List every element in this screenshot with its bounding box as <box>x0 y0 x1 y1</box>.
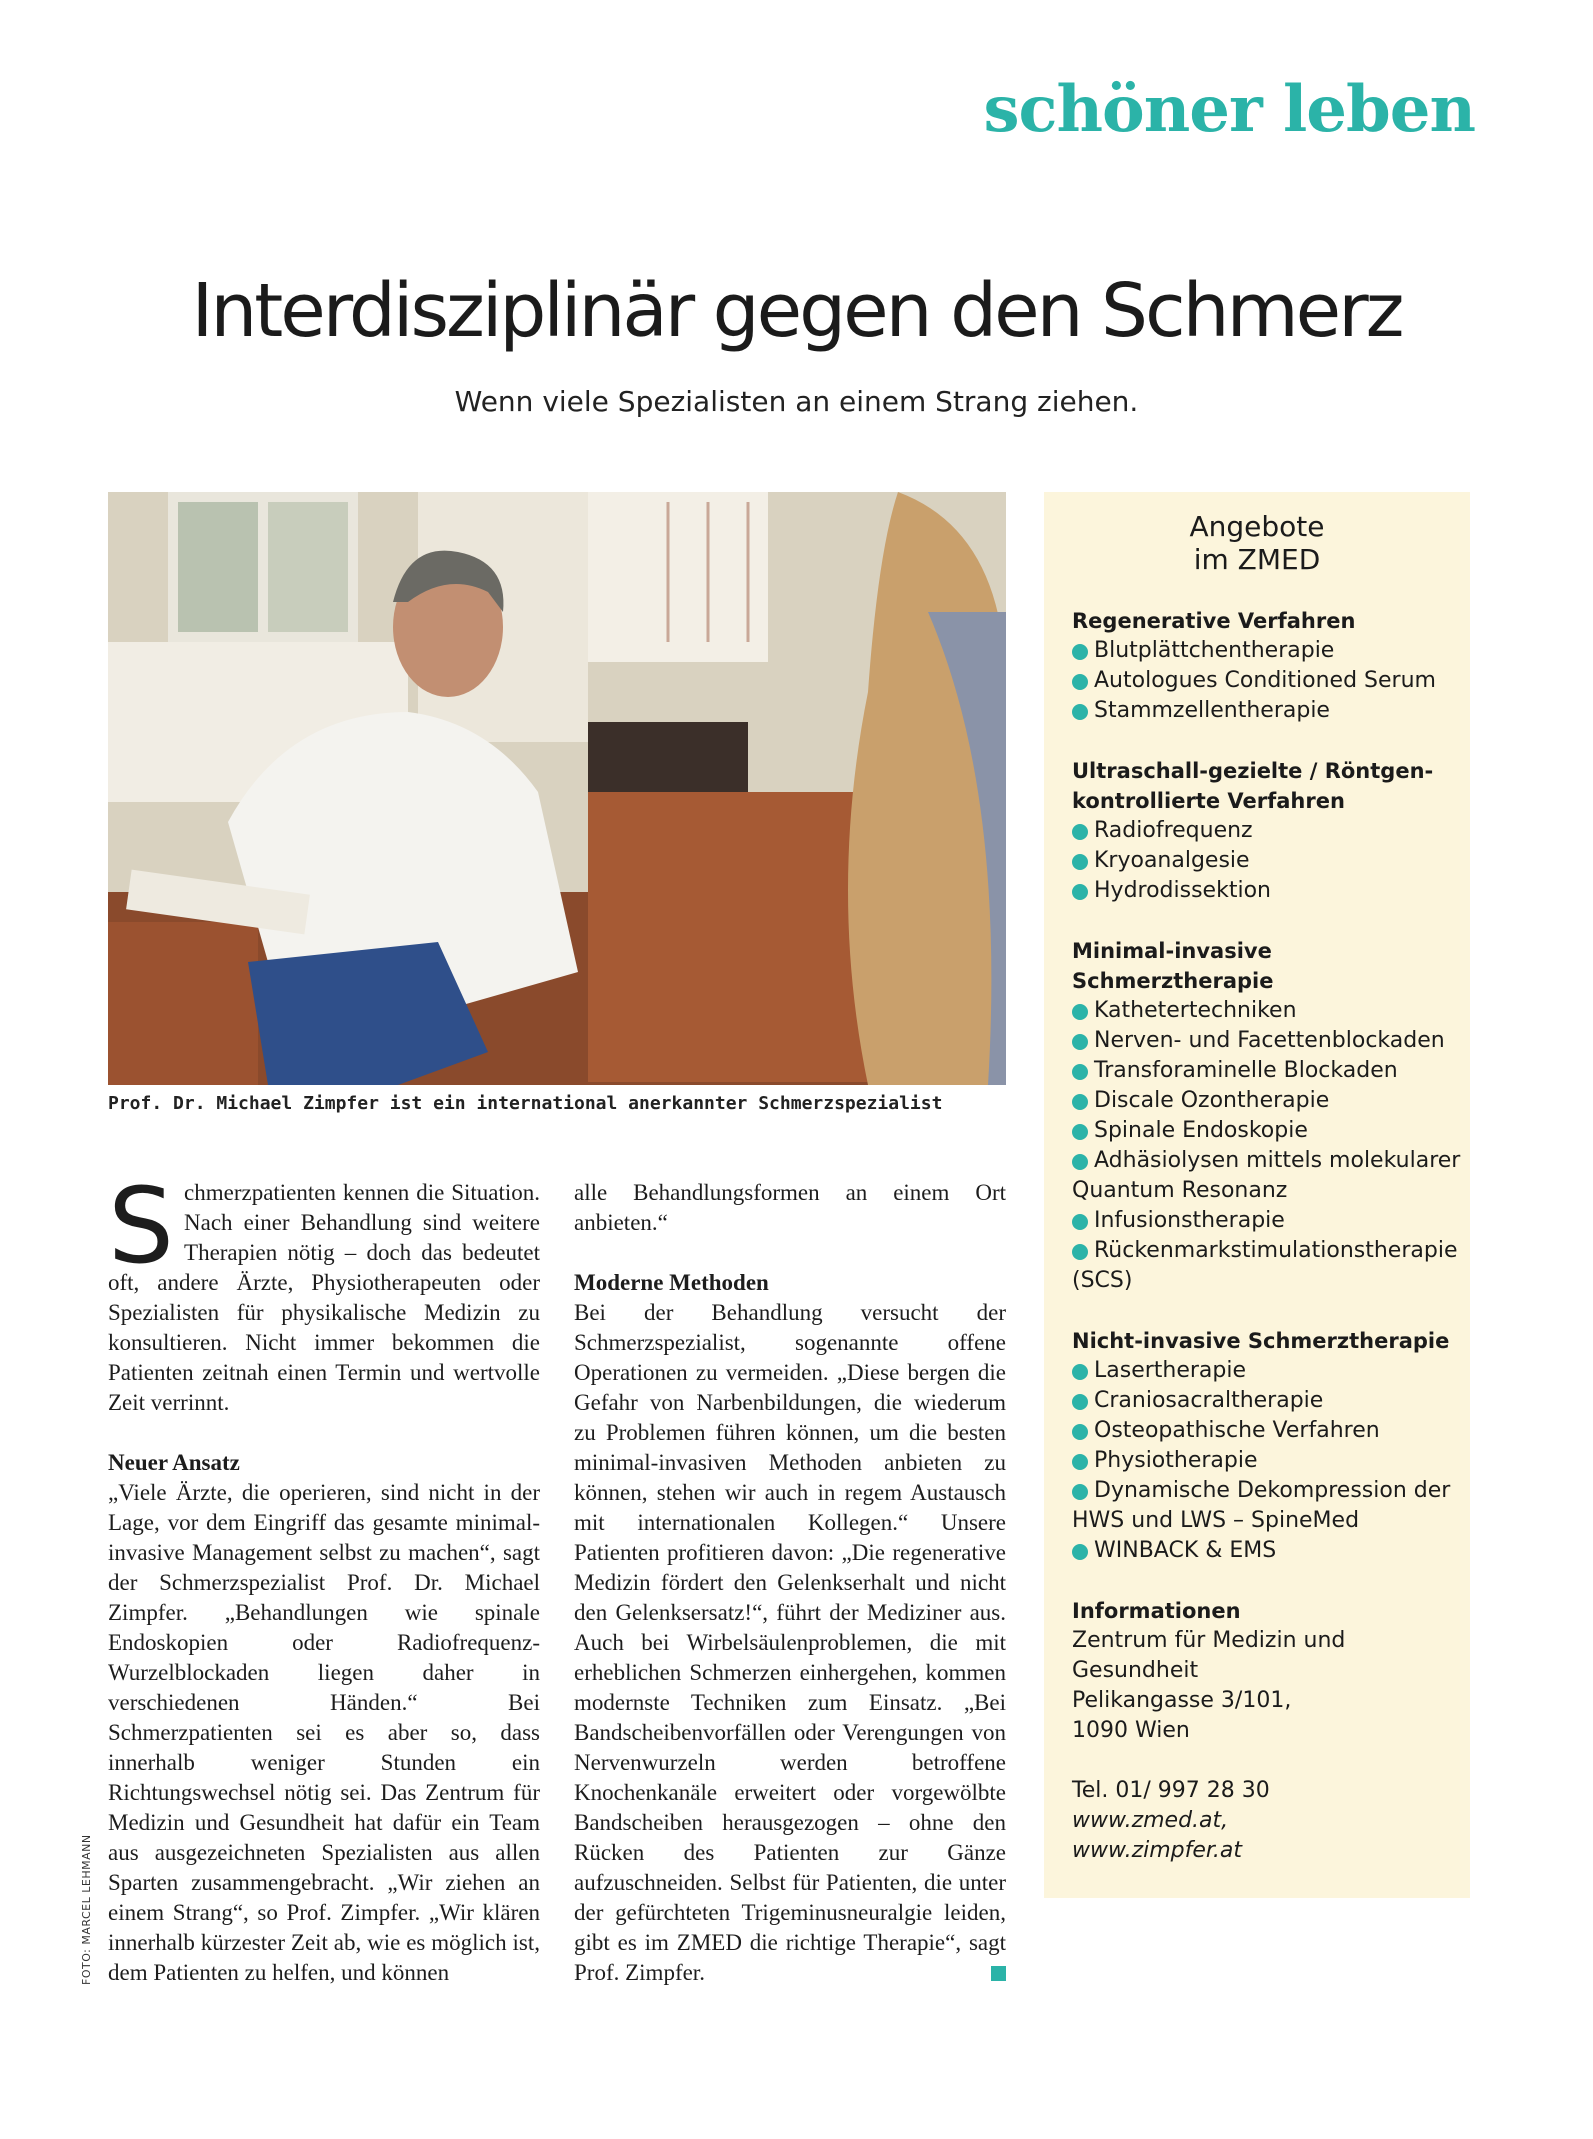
bullet-icon <box>1072 1244 1088 1260</box>
magazine-brand-logo: schöner leben <box>983 72 1475 147</box>
bullet-icon <box>1072 1454 1088 1470</box>
list-item: Blutplättchentherapie <box>1072 636 1462 666</box>
bullet-icon <box>1072 1094 1088 1110</box>
list-item: Osteopathische Verfahren <box>1072 1416 1462 1446</box>
paragraph-neuer-ansatz: „Viele Ärzte, die operieren, sind nicht in der Lage, vor dem Eingriff das gesamte minimal-invasive Management selbst zu machen“, sagt der Schmerzspezialist Prof. Dr. Michael Zimpfer. „Behandlungen wie spinale Endoskopien oder Radiofrequenz-Wurzelblockaden liegen daher in verschiedenen Händen.“ Bei Schmerzpatienten sei es aber so, dass innerhalb weniger Stunden ein Richtungswechsel nötig sei. Das Zentrum für Medizin und Gesundheit hat dafür ein Team aus ausgezeichneten Spezialisten aus allen Sparten zusammengebracht. „Wir ziehen an einem Strang“, so Prof. Zimpfer. „Wir klären innerhalb kürzester Zeit ab, wie es möglich ist, dem Patienten zu helfen, und können <box>108 1480 540 1985</box>
website-link-zmed[interactable]: www.zmed.at, <box>1072 1808 1229 1833</box>
list-item: Dynamische Dekompression der HWS und LWS – SpineMed <box>1072 1478 1451 1533</box>
list-item: WINBACK & EMS <box>1072 1536 1462 1566</box>
end-of-article-mark <box>991 1966 1006 1981</box>
bullet-icon <box>1072 1154 1088 1170</box>
intro-paragraph: Schmerzpatienten kennen die Situation. Nach einer Behandlung sind weitere Therapien nötig – doch das bedeutet oft, andere Ärzte, Physiotherapeuten oder Spezialisten für physikalische Medizin zu konsultieren. Nicht immer bekommen die Patienten zeitnah einen Termin und wertvolle Zeit verrinnt. <box>108 1165 540 1415</box>
doctor-photo-illustration <box>108 492 1006 1085</box>
sidebar-section-ultraschall: Ultraschall-gezielte / Röntgen-kontrollierte Verfahren Radiofrequenz Kryoanalgesie Hydrodissektion <box>1072 756 1462 906</box>
article-photo <box>108 492 1006 1085</box>
sidebar-title: Angebote im ZMED <box>1189 510 1325 576</box>
offers-sidebar <box>1044 492 1470 1898</box>
bullet-icon <box>1072 1544 1088 1560</box>
section-heading-neuer-ansatz: Neuer Ansatz <box>108 1450 240 1475</box>
bullet-icon <box>1072 1394 1088 1410</box>
article-column-1 <box>108 1165 540 1988</box>
article-headline: Interdisziplinär gegen den Schmerz <box>191 268 1402 354</box>
sidebar-section-minimal-invasive: Minimal-invasive Schmerztherapie Kathetertechniken Nerven- und Facettenblockaden Transforaminelle Blockaden Discale Ozontherapie Spinale Endoskopie Adhäsiolysen mittels molekularer Quantum Resonanz Infusionstherapie Rückenmarkstimulationstherapie (SCS) <box>1072 936 1462 1296</box>
bullet-icon <box>1072 1004 1088 1020</box>
bullet-icon <box>1072 1124 1088 1140</box>
article-column-2 <box>574 1178 1006 1988</box>
photo-credit: FOTO: MARCEL LEHMANN <box>80 1834 93 1985</box>
sidebar-body <box>1072 606 1462 1866</box>
website-link-zimpfer[interactable]: www.zimpfer.at <box>1072 1838 1243 1863</box>
article-subheadline: Wenn viele Spezialisten an einem Strang ziehen. <box>454 385 1139 418</box>
sidebar-section-nicht-invasive: Nicht-invasive Schmerztherapie Lasertherapie Craniosacraltherapie Osteopathische Verfahren Physiotherapie Dynamische Dekompression der HWS und LWS – SpineMed WINBACK & EMS <box>1072 1326 1462 1566</box>
list-item: Rückenmarkstimulationstherapie (SCS) <box>1072 1238 1458 1293</box>
photo-caption: Prof. Dr. Michael Zimpfer ist ein international anerkannter Schmerzspezialist <box>108 1093 943 1114</box>
list-item: Nerven- und Facettenblockaden <box>1072 1026 1462 1056</box>
list-item: Adhäsiolysen mittels molekularer Quantum Resonanz <box>1072 1148 1461 1203</box>
bullet-icon <box>1072 704 1088 720</box>
list-item: Lasertherapie <box>1072 1356 1462 1386</box>
sidebar-contact-info: Informationen Zentrum für Medizin und Gesundheit Pelikangasse 3/101, 1090 Wien Tel. 01/ 997 28 30 www.zmed.at, www.zimpfer.at <box>1072 1596 1462 1866</box>
list-item: Physiotherapie <box>1072 1446 1462 1476</box>
bullet-icon <box>1072 674 1088 690</box>
bullet-icon <box>1072 854 1088 870</box>
list-item: Spinale Endoskopie <box>1072 1116 1462 1146</box>
bullet-icon <box>1072 1364 1088 1380</box>
list-item: Radiofrequenz <box>1072 816 1462 846</box>
phone-number: Tel. 01/ 997 28 30 <box>1072 1778 1270 1803</box>
list-item: Autologues Conditioned Serum <box>1072 666 1462 696</box>
bullet-icon <box>1072 1064 1088 1080</box>
list-item: Hydrodissektion <box>1072 876 1462 906</box>
bullet-icon <box>1072 824 1088 840</box>
list-item: Stammzellentherapie <box>1072 696 1462 726</box>
list-item: Infusionstherapie <box>1072 1206 1462 1236</box>
list-item: Kryoanalgesie <box>1072 846 1462 876</box>
list-item: Transforaminelle Blockaden <box>1072 1056 1462 1086</box>
list-item: Craniosacraltherapie <box>1072 1386 1462 1416</box>
bullet-icon <box>1072 1424 1088 1440</box>
list-item: Kathetertechniken <box>1072 996 1462 1026</box>
bullet-icon <box>1072 1214 1088 1230</box>
paragraph-moderne-methoden: Bei der Behandlung versucht der Schmerzspezialist, sogenannte offene Operationen zu vermeiden. „Diese bergen die Gefahr von Narbenbildungen, die wiederum zu Problemen führen können, um die besten minimal-invasiven Methoden anbieten zu können, stehen wir auch in regem Austausch mit internationalen Kollegen.“ Unsere Patienten profitieren davon: „Die regenerative Medizin fördert den Gelenkserhalt und nicht den Gelenksersatz!“, führt der Mediziner aus. Auch bei Wirbelsäulenproblemen, die mit erheblichen Schmerzen einhergehen, kommen modernste Techniken zum Einsatz. „Bei Bandscheibenvorfällen oder Verengungen von Nervenwurzeln werden betroffene Knochenkanäle erweitert oder vorgewölbte Bandscheiben herausgezogen – ohne den Rücken des Patienten zur Gänze aufzuschneiden. Selbst für Patienten, die unter der gefürchteten Trigeminusneuralgie leiden, gibt es im ZMED die richtige Therapie“, sagt Prof. Zimpfer. <box>574 1300 1006 1985</box>
list-item: Discale Ozontherapie <box>1072 1086 1462 1116</box>
sidebar-section-regenerative: Regenerative Verfahren Blutplättchentherapie Autologues Conditioned Serum Stammzellentherapie <box>1072 606 1462 726</box>
bullet-icon <box>1072 1034 1088 1050</box>
drop-cap: S <box>108 1165 175 1287</box>
bullet-icon <box>1072 884 1088 900</box>
paragraph-continuation: alle Behandlungsformen an einem Ort anbieten.“ <box>574 1180 1006 1235</box>
bullet-icon <box>1072 644 1088 660</box>
bullet-icon <box>1072 1484 1088 1500</box>
section-heading-moderne-methoden: Moderne Methoden <box>574 1270 769 1295</box>
